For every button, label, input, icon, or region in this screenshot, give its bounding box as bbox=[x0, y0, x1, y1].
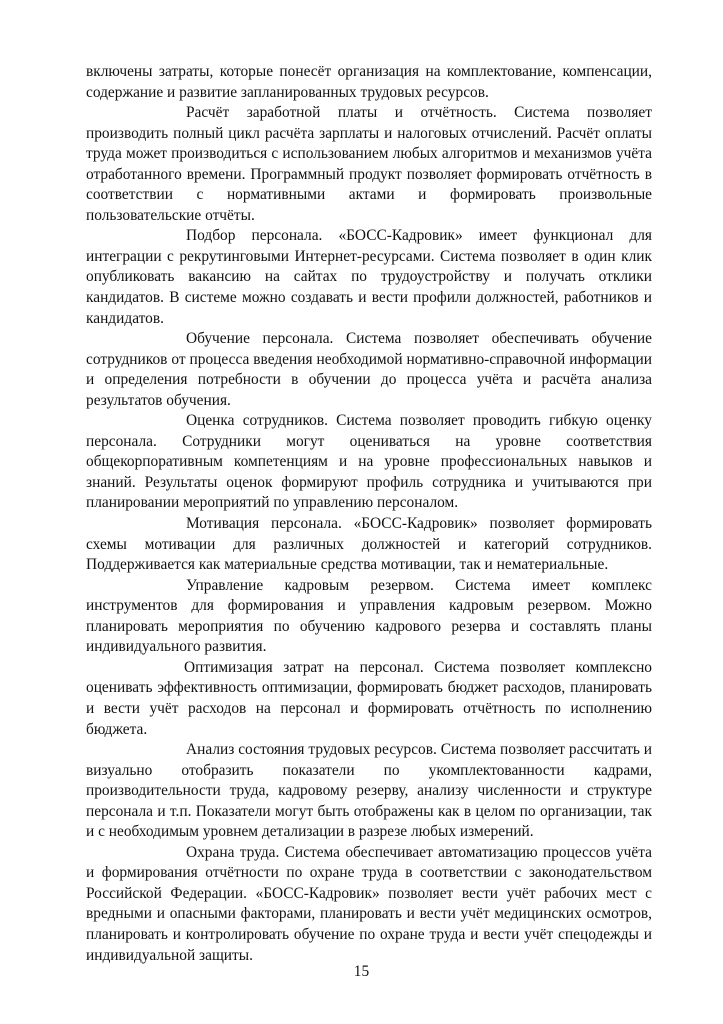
paragraph-labor-safety: Охрана труда. Система обеспечивает автоматизацию процессов учёта и формирования отчётности по охране труда в соответствии с законодательством Российской Федерации. «БОСС-Кадровик» позволяет вести учёт рабочих мест с вредными и опасными факторами, планировать и вести учёт медицинских осмотров, планировать и контролировать обучение по охране труда и вести учёт спецодежды и индивидуальной защиты. bbox=[86, 843, 652, 964]
paragraph-talent-pool: Управление кадровым резервом. Система имеет комплекс инструментов для формирования и управления кадровым резервом. Можно планировать мероприятия по обучению кадрового резерва и составлять планы индивидуального развития. bbox=[86, 576, 652, 656]
paragraph-payroll: Расчёт заработной платы и отчётность. Система позволяет производить полный цикл расчёта зарплаты и налоговых отчислений. Расчёт оплаты труда может производиться с использованием любых алгоритмов и механизмов учёта отработанного времени. Программный продукт позволяет формировать отчётность в соответствии с нормативными актами и формировать произвольные пользовательские отчёты. bbox=[86, 104, 652, 224]
paragraph-assessment: Оценка сотрудников. Система позволяет проводить гибкую оценку персонала. Сотрудники могут оцениваться на уровне соответствия общекорпоративным компетенциям и на уровне профессиональных навыков и знаний. Результаты оценок формируют профиль сотрудника и учитываются при планировании мероприятий по управлению персоналом. bbox=[86, 412, 652, 512]
paragraph-training: Обучение персонала. Система позволяет обеспечивать обучение сотрудников от процесса введения необходимой нормативно-справочной информации и определения потребности в обучении до процесса учёта и расчёта анализа результатов обучения. bbox=[86, 330, 652, 409]
page-number: 15 bbox=[353, 963, 370, 980]
paragraph-workforce-analysis: Анализ состояния трудовых ресурсов. Система позволяет рассчитать и визуально отобразить показатели по укомплектованности кадрами, производительности труда, кадровому резерву, анализу численности и структуре персонала и т.п. Показатели могут быть отображены как в целом по организации, так и с необходимым уровнем детализации в разрезе любых измерений. bbox=[86, 741, 652, 841]
body-text bbox=[86, 62, 652, 966]
paragraph-recruitment: Подбор персонала. «БОСС-Кадровик» имеет функционал для интеграции с рекрутинговыми Интернет-ресурсами. Система позволяет в один клик опубликовать вакансию на сайтах по трудоустройству и получать отклики кандидатов. В системе можно создавать и вести профили должностей, работников и кандидатов. bbox=[86, 227, 652, 327]
paragraph-motivation: Мотивация персонала. «БОСС-Кадровик» позволяет формировать схемы мотивации для различных должностей и категорий сотрудников. Поддерживается как материальные средства мотивации, так и нематериальные. bbox=[86, 515, 652, 574]
paragraph-hr-costs-continuation: включены затраты, которые понесёт организация на комплектование, компенсации, содержание и развитие запланированных трудовых ресурсов. bbox=[86, 63, 652, 101]
paragraph-cost-optimization: Оптимизация затрат на персонал. Система позволяет комплексно оценивать эффективность оптимизации, формировать бюджет расходов, планировать и вести учёт расходов на персонал и формировать отчётность по исполнению бюджета. bbox=[86, 658, 652, 738]
